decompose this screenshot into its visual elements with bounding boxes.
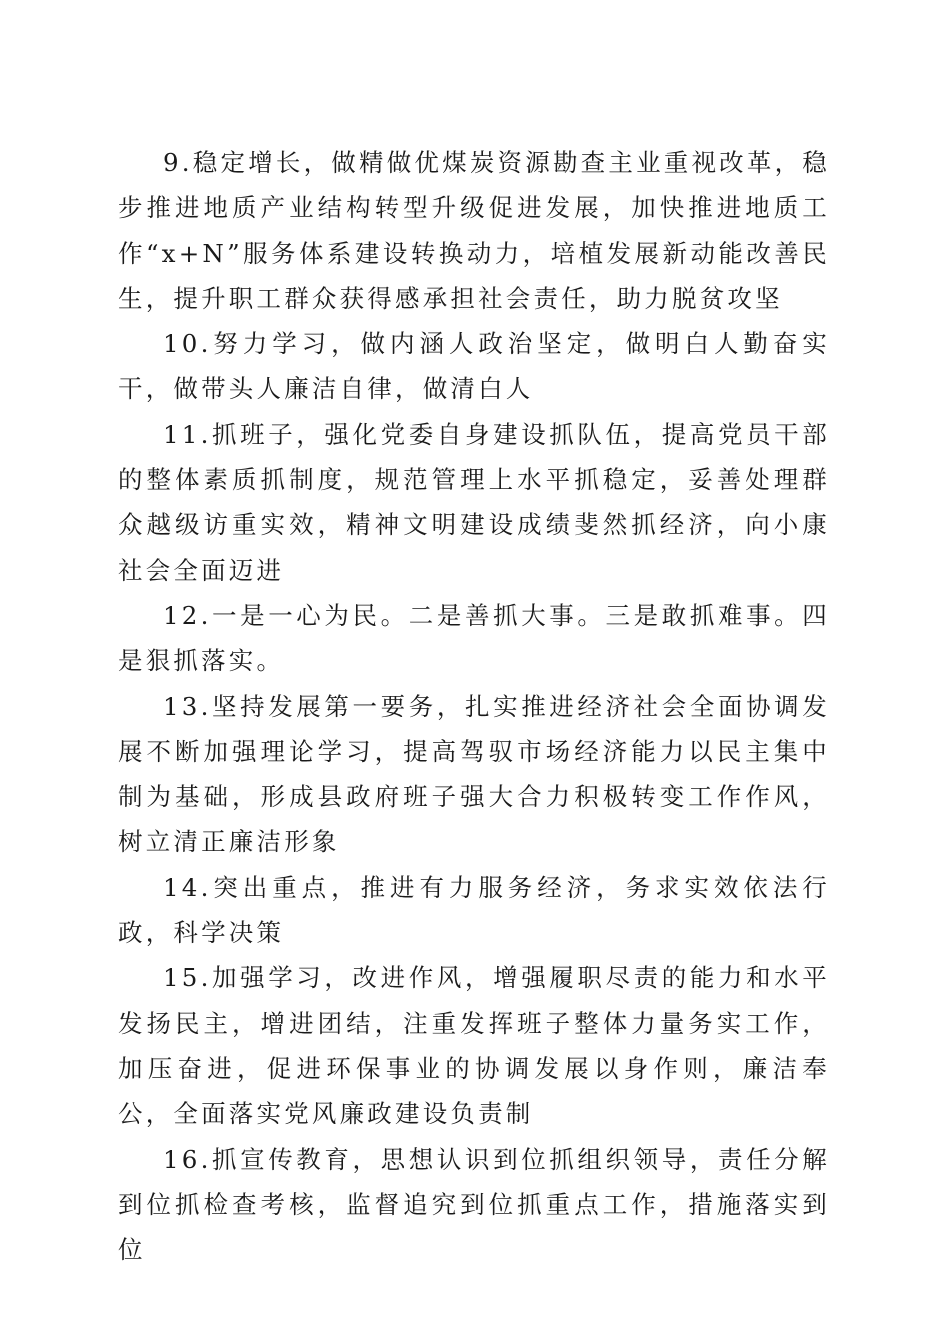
paragraph-item-9: 9.稳定增长，做精做优煤炭资源勘查主业重视改革，稳步推进地质产业结构转型升级促进发展，加快推进地质工作“x+N”服务体系建设转换动力，培植发展新动能改善民生，提升职工群众获得感承担社会责任，助力脱贫攻坚 <box>118 148 830 313</box>
paragraph-item-14: 14.突出重点，推进有力服务经济，务求实效依法行政，科学决策 <box>118 872 830 948</box>
paragraph-item-15: 15.加强学习，改进作风，增强履职尽责的能力和水平发扬民主，增进团结，注重发挥班子整体力量务实工作，加压奋进，促进环保事业的协调发展以身作则，廉洁奉公，全面落实党风廉政建设负责制 <box>118 963 830 1129</box>
paragraph-item-11: 11.抓班子，强化党委自身建设抓队伍，提高党员干部的整体素质抓制度，规范管理上水平抓稳定，妥善处理群众越级访重实效，精神文明建设成绩斐然抓经济，向小康社会全面迈进 <box>118 419 830 585</box>
document-body <box>118 140 830 1272</box>
paragraph-item-10: 10.努力学习，做内涵人政治坚定，做明白人勤奋实干，做带头人廉洁自律，做清白人 <box>118 329 830 404</box>
paragraph-item-12: 12.一是一心为民。二是善抓大事。三是敢抓难事。四是狠抓落实。 <box>118 600 830 676</box>
paragraph-item-16: 16.抓宣传教育，思想认识到位抓组织领导，责任分解到位抓检查考核，监督追究到位抓重点工作，措施落实到位 <box>118 1144 830 1265</box>
paragraph-item-13: 13.坚持发展第一要务，扎实推进经济社会全面协调发展不断加强理论学习，提高驾驭市场经济能力以民主集中制为基础，形成县政府班子强大合力积极转变工作作风，树立清正廉洁形象 <box>118 691 830 857</box>
